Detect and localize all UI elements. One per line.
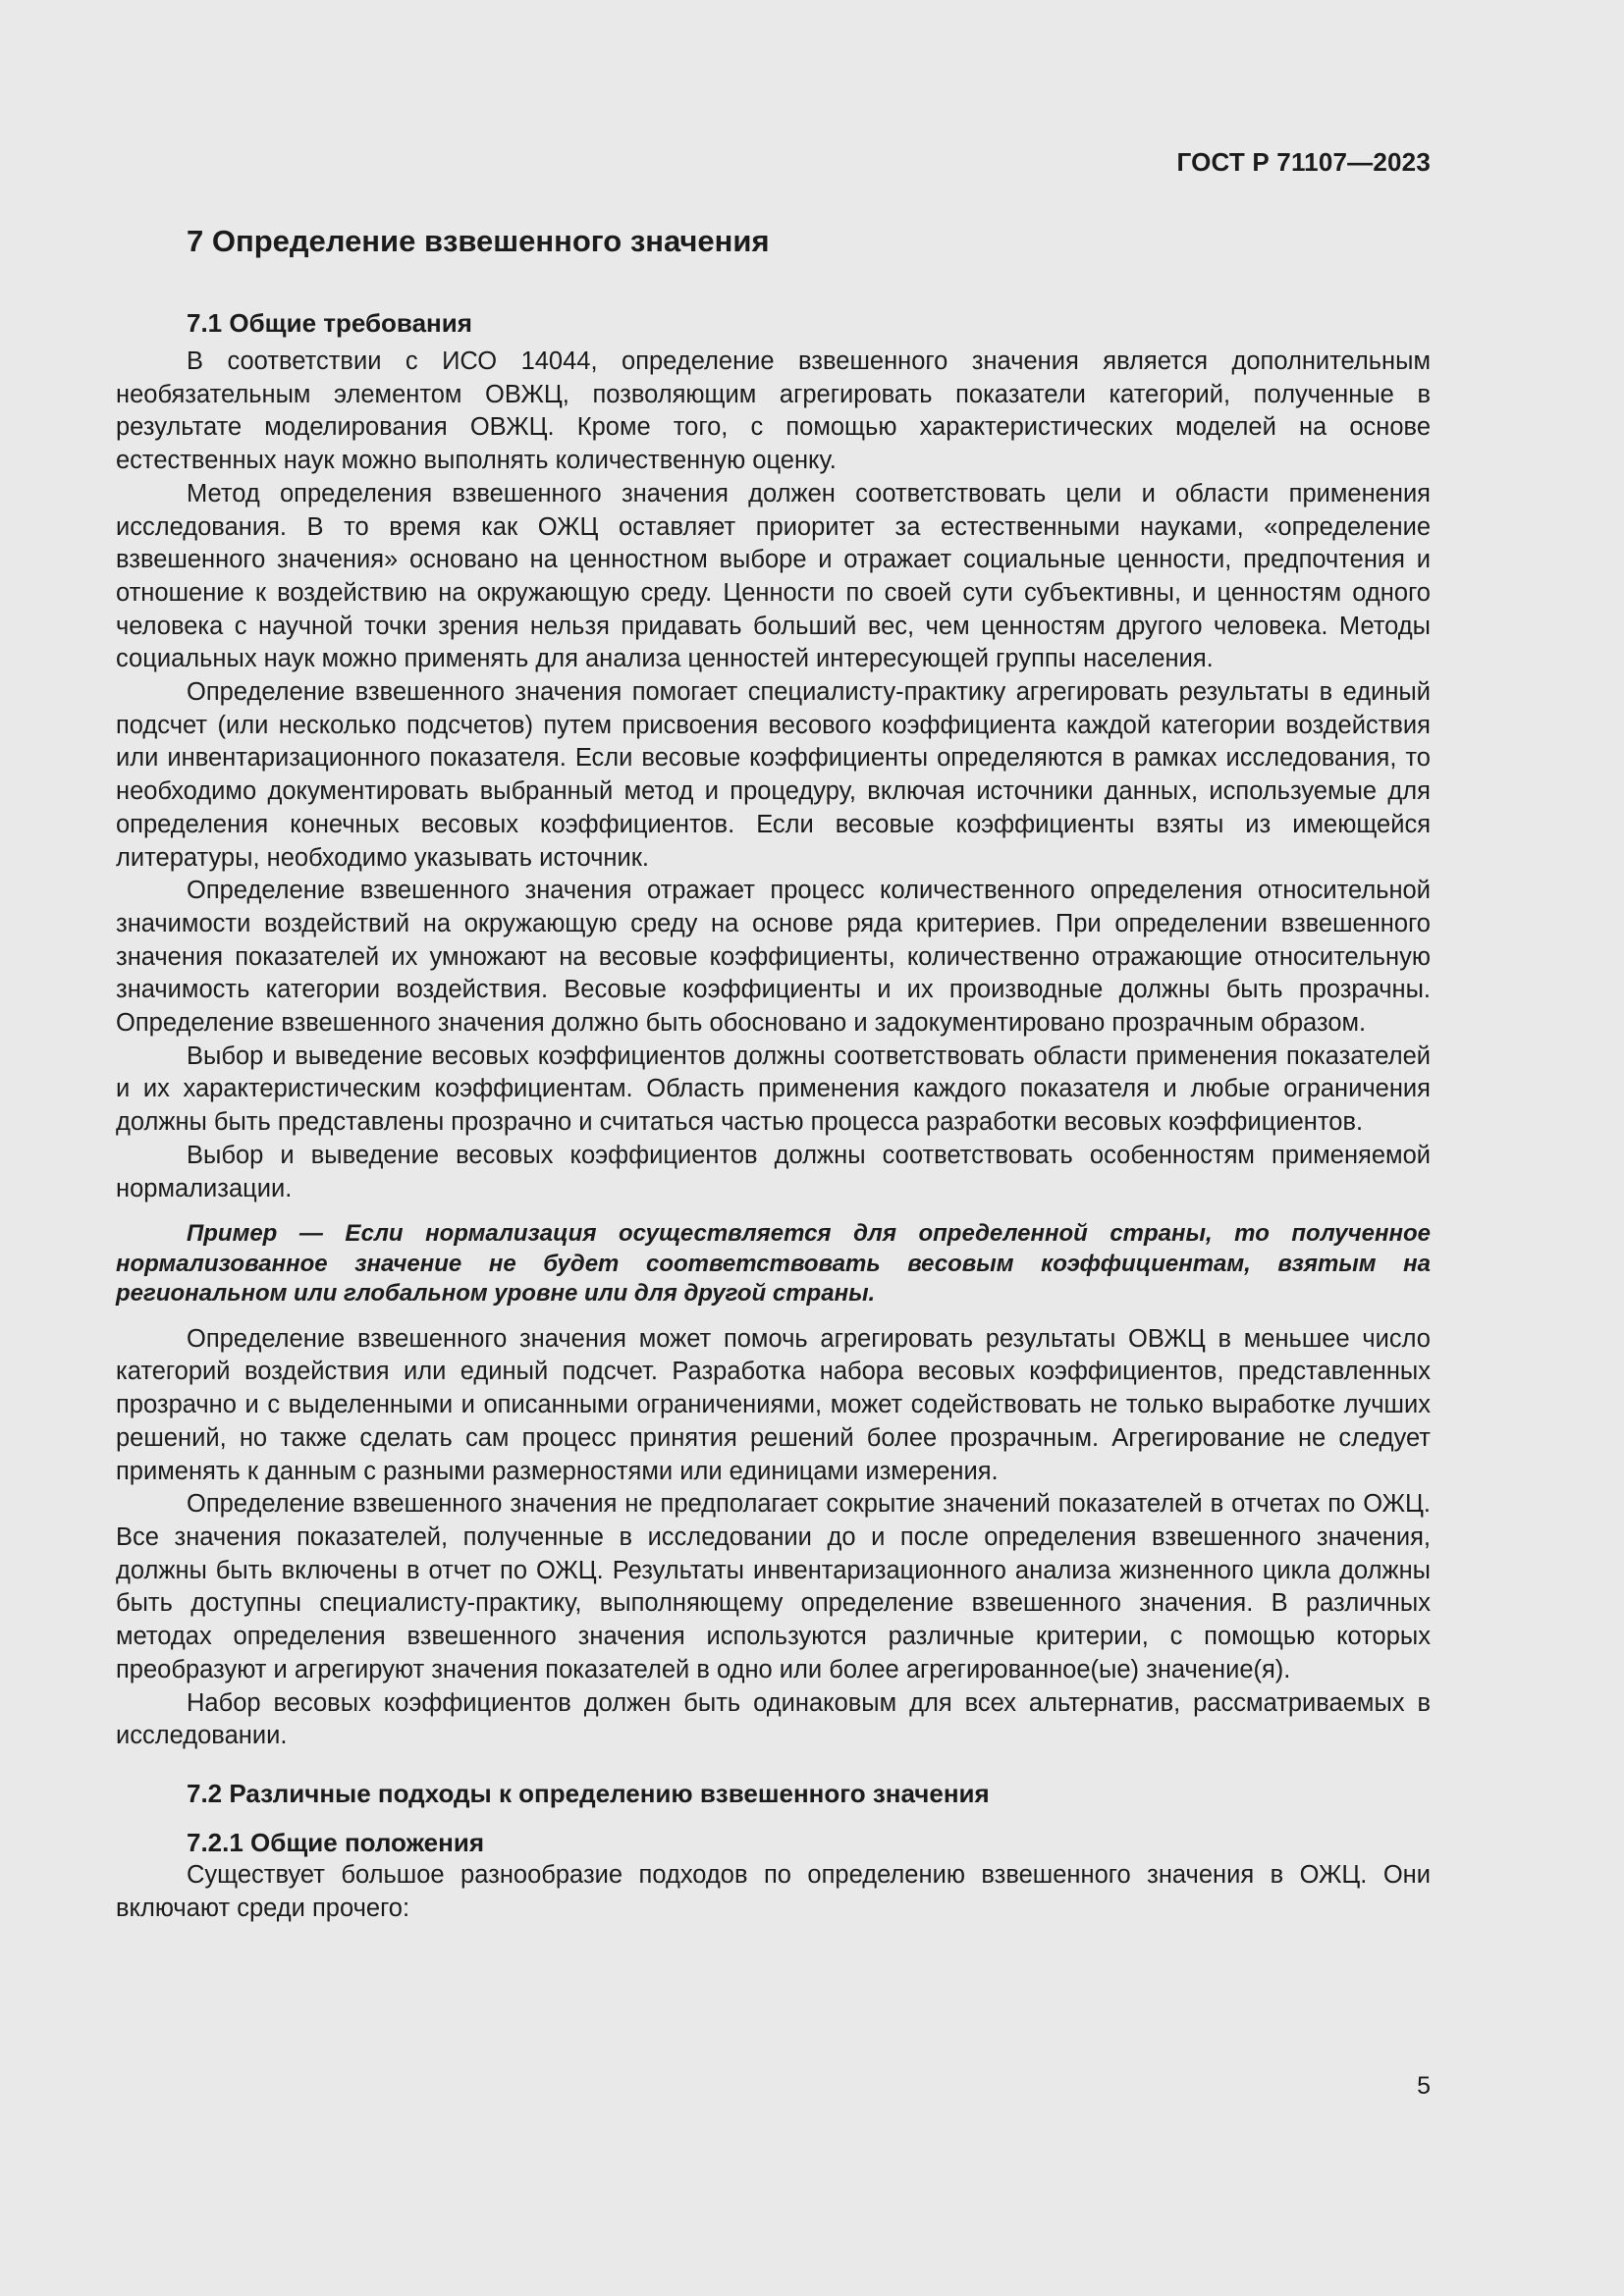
example-note: Пример — Если нормализация осуществляется для определенной страны, то полученное нормализованное значение не будет соответствовать весовым коэффициентам, взятым на региональном или глобальном уровне или для другой страны. <box>116 1220 1431 1308</box>
subsection-7-2-title: 7.2 Различные подходы к определению взвешенного значения <box>187 1778 990 1808</box>
page-content <box>116 222 1431 1925</box>
paragraph: Определение взвешенного значения помогает специалисту-практику агрегировать результаты в единый подсчет (или несколько подсчетов) путем присвоения весового коэффициента каждой категории воздействия или инвентаризационного показателя. Если весовые коэффициенты определяются в рамках исследования, то необходимо документировать выбранный метод и процедуру, включая источники данных, используемые для определения конечных весовых коэффициентов. Если весовые коэффициенты взяты из имеющейся литературы, необходимо указывать источник. <box>116 678 1431 872</box>
paragraph: Определение взвешенного значения не предполагает сокрытие значений показателей в отчетах по ОЖЦ. Все значения показателей, полученные в исследовании до и после определения взвешенного значения, должны быть включены в отчет по ОЖЦ. Результаты инвентаризационного анализа жизненного цикла должны быть доступны специалисту-практику, выполняющему определение взвешенного значения. В различных методах определения взвешенного значения используются различные критерии, с помощью которых преобразуют и агрегируют значения показателей в одно или более агрегированное(ые) значение(я). <box>116 1490 1431 1683</box>
standard-code-header: ГОСТ Р 71107—2023 <box>1176 147 1431 177</box>
clause-7-2-1-title: 7.2.1 Общие положения <box>187 1827 484 1857</box>
section-title: 7 Определение взвешенного значения <box>187 224 770 258</box>
paragraph: Определение взвешенного значения отражает процесс количественного определения относительной значимости воздействий на окружающую среду на основе ряда критериев. При определении взвешенного значения показателей их умножают на весовые коэффициенты, количественно отражающие относительную значимость категории воздействия. Весовые коэффициенты и их производные должны быть прозрачны. Определение взвешенного значения должно быть обосновано и задокументировано прозрачным образом. <box>116 877 1431 1038</box>
subsection-7-1-title: 7.1 Общие требования <box>187 308 472 338</box>
paragraph: Выбор и выведение весовых коэффициентов должны соответствовать области применения показателей и их характеристическим коэффициентам. Область применения каждого показателя и любые ограничения должны быть представлены прозрачно и считаться частью процесса разработки весовых коэффициентов. <box>116 1041 1431 1137</box>
paragraph: Метод определения взвешенного значения должен соответствовать цели и области применения исследования. В то время как ОЖЦ оставляет приоритет за естественными науками, «определение взвешенного значения» основано на ценностном выборе и отражает социальные ценности, предпочтения и отношение к воздействию на окружающую среду. Ценности по своей сути субъективны, и ценностям одного человека с научной точки зрения нельзя придавать больший вес, чем ценностям другого человека. Методы социальных наук можно применять для анализа ценностей интересующей группы населения. <box>116 479 1431 673</box>
paragraph: Набор весовых коэффициентов должен быть одинаковым для всех альтернатив, рассматриваемых в исследовании. <box>116 1688 1431 1750</box>
page-number: 5 <box>1417 2072 1431 2100</box>
paragraph: Определение взвешенного значения может помочь агрегировать результаты ОВЖЦ в меньшее число категорий воздействия или единый подсчет. Разработка набора весовых коэффициентов, представленных прозрачно и с выделенными и описанными ограничениями, может содействовать не только выработке лучших решений, но также сделать сам процесс принятия решений более прозрачным. Агрегирование не следует применять к данным с разными размерностями или единицами измерения. <box>116 1324 1431 1485</box>
paragraph: В соответствии с ИСО 14044, определение взвешенного значения является дополнительным необязательным элементом ОВЖЦ, позволяющим агрегировать показатели категорий, полученные в результате моделирования ОВЖЦ. Кроме того, с помощью характеристических моделей на основе естественных наук можно выполнять количественную оценку. <box>116 347 1431 475</box>
paragraph: Существует большое разнообразие подходов по определению взвешенного значения в ОЖЦ. Они включают среди прочего: <box>116 1860 1431 1922</box>
paragraph: Выбор и выведение весовых коэффициентов должны соответствовать особенностям применяемой нормализации. <box>116 1141 1431 1202</box>
